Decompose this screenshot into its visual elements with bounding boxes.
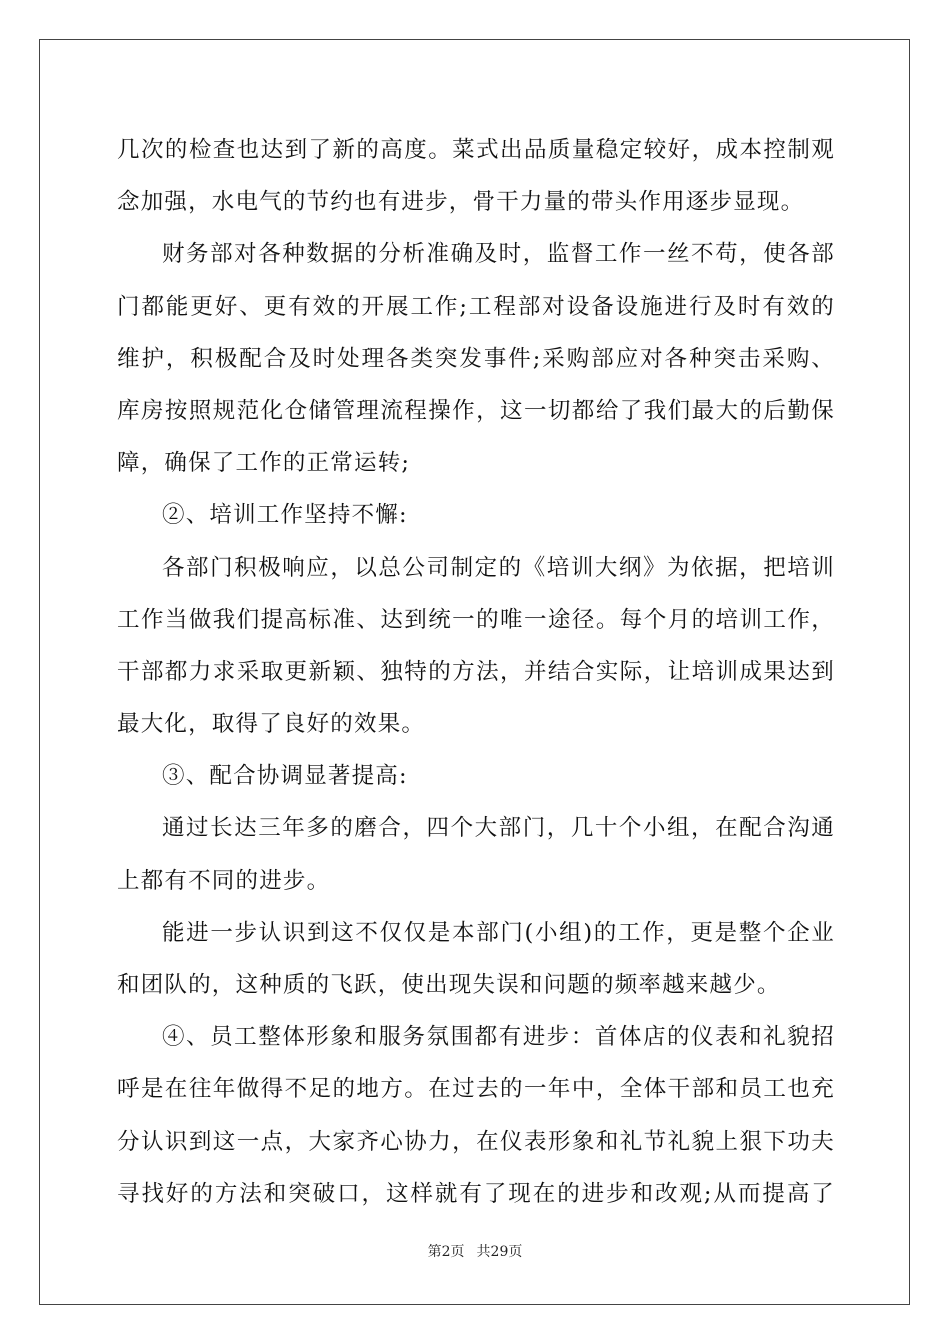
text-line: ③、配合协调显著提高: (162, 763, 408, 790)
page-footer (0, 1241, 950, 1261)
text-line: ②、培训工作坚持不懈: (162, 502, 408, 529)
text-line: 工作当做我们提高标准、达到统一的唯一途径。每个月的培训工作， (117, 606, 835, 633)
text-line: 念加强，水电气的节约也有进步，骨干力量的带头作用逐步显现。 (117, 189, 805, 216)
text-line: 库房按照规范化仓储管理流程操作，这一切都给了我们最大的后勤保 (117, 397, 835, 424)
text-line: 各部门积极响应，以总公司制定的《培训大纲》为依据，把培训 (162, 554, 835, 581)
text-line: 能进一步认识到这不仅仅是本部门(小组)的工作，更是整个企业 (162, 919, 835, 946)
text-line: 障，确保了工作的正常运转; (117, 450, 411, 477)
page-number: 第2页 (427, 1244, 465, 1260)
text-line: 维护，积极配合及时处理各类突发事件;采购部应对各种突击采购、 (117, 345, 835, 372)
text-line: 分认识到这一点，大家齐心协力，在仪表形象和礼节礼貌上狠下功夫 (117, 1128, 835, 1155)
text-line: 门都能更好、更有效的开展工作;工程部对设备设施进行及时有效的 (117, 293, 835, 320)
text-line: 上都有不同的进步。 (117, 867, 331, 894)
page-total: 共29页 (476, 1244, 523, 1260)
text-line: 最大化，取得了良好的效果。 (117, 711, 426, 738)
text-line: 财务部对各种数据的分析准确及时，监督工作一丝不苟，使各部 (162, 241, 835, 268)
text-line: ④、员工整体形象和服务氛围都有进步：首体店的仪表和礼貌招 (162, 1024, 835, 1051)
text-line: 干部都力求采取更新颖、独特的方法，并结合实际，让培训成果达到 (117, 658, 835, 685)
text-line: 呼是在往年做得不足的地方。在过去的一年中，全体干部和员工也充 (117, 1076, 835, 1103)
text-line: 几次的检查也达到了新的高度。菜式出品质量稳定较好，成本控制观 (117, 137, 835, 163)
text-line: 和团队的，这种质的飞跃，使出现失误和问题的频率越来越少。 (117, 972, 781, 998)
document-body (117, 130, 835, 1226)
text-line: 通过长达三年多的磨合，四个大部门，几十个小组，在配合沟通 (162, 815, 835, 842)
text-line: 寻找好的方法和突破口，这样就有了现在的进步和改观;从而提高了 (117, 1180, 835, 1207)
